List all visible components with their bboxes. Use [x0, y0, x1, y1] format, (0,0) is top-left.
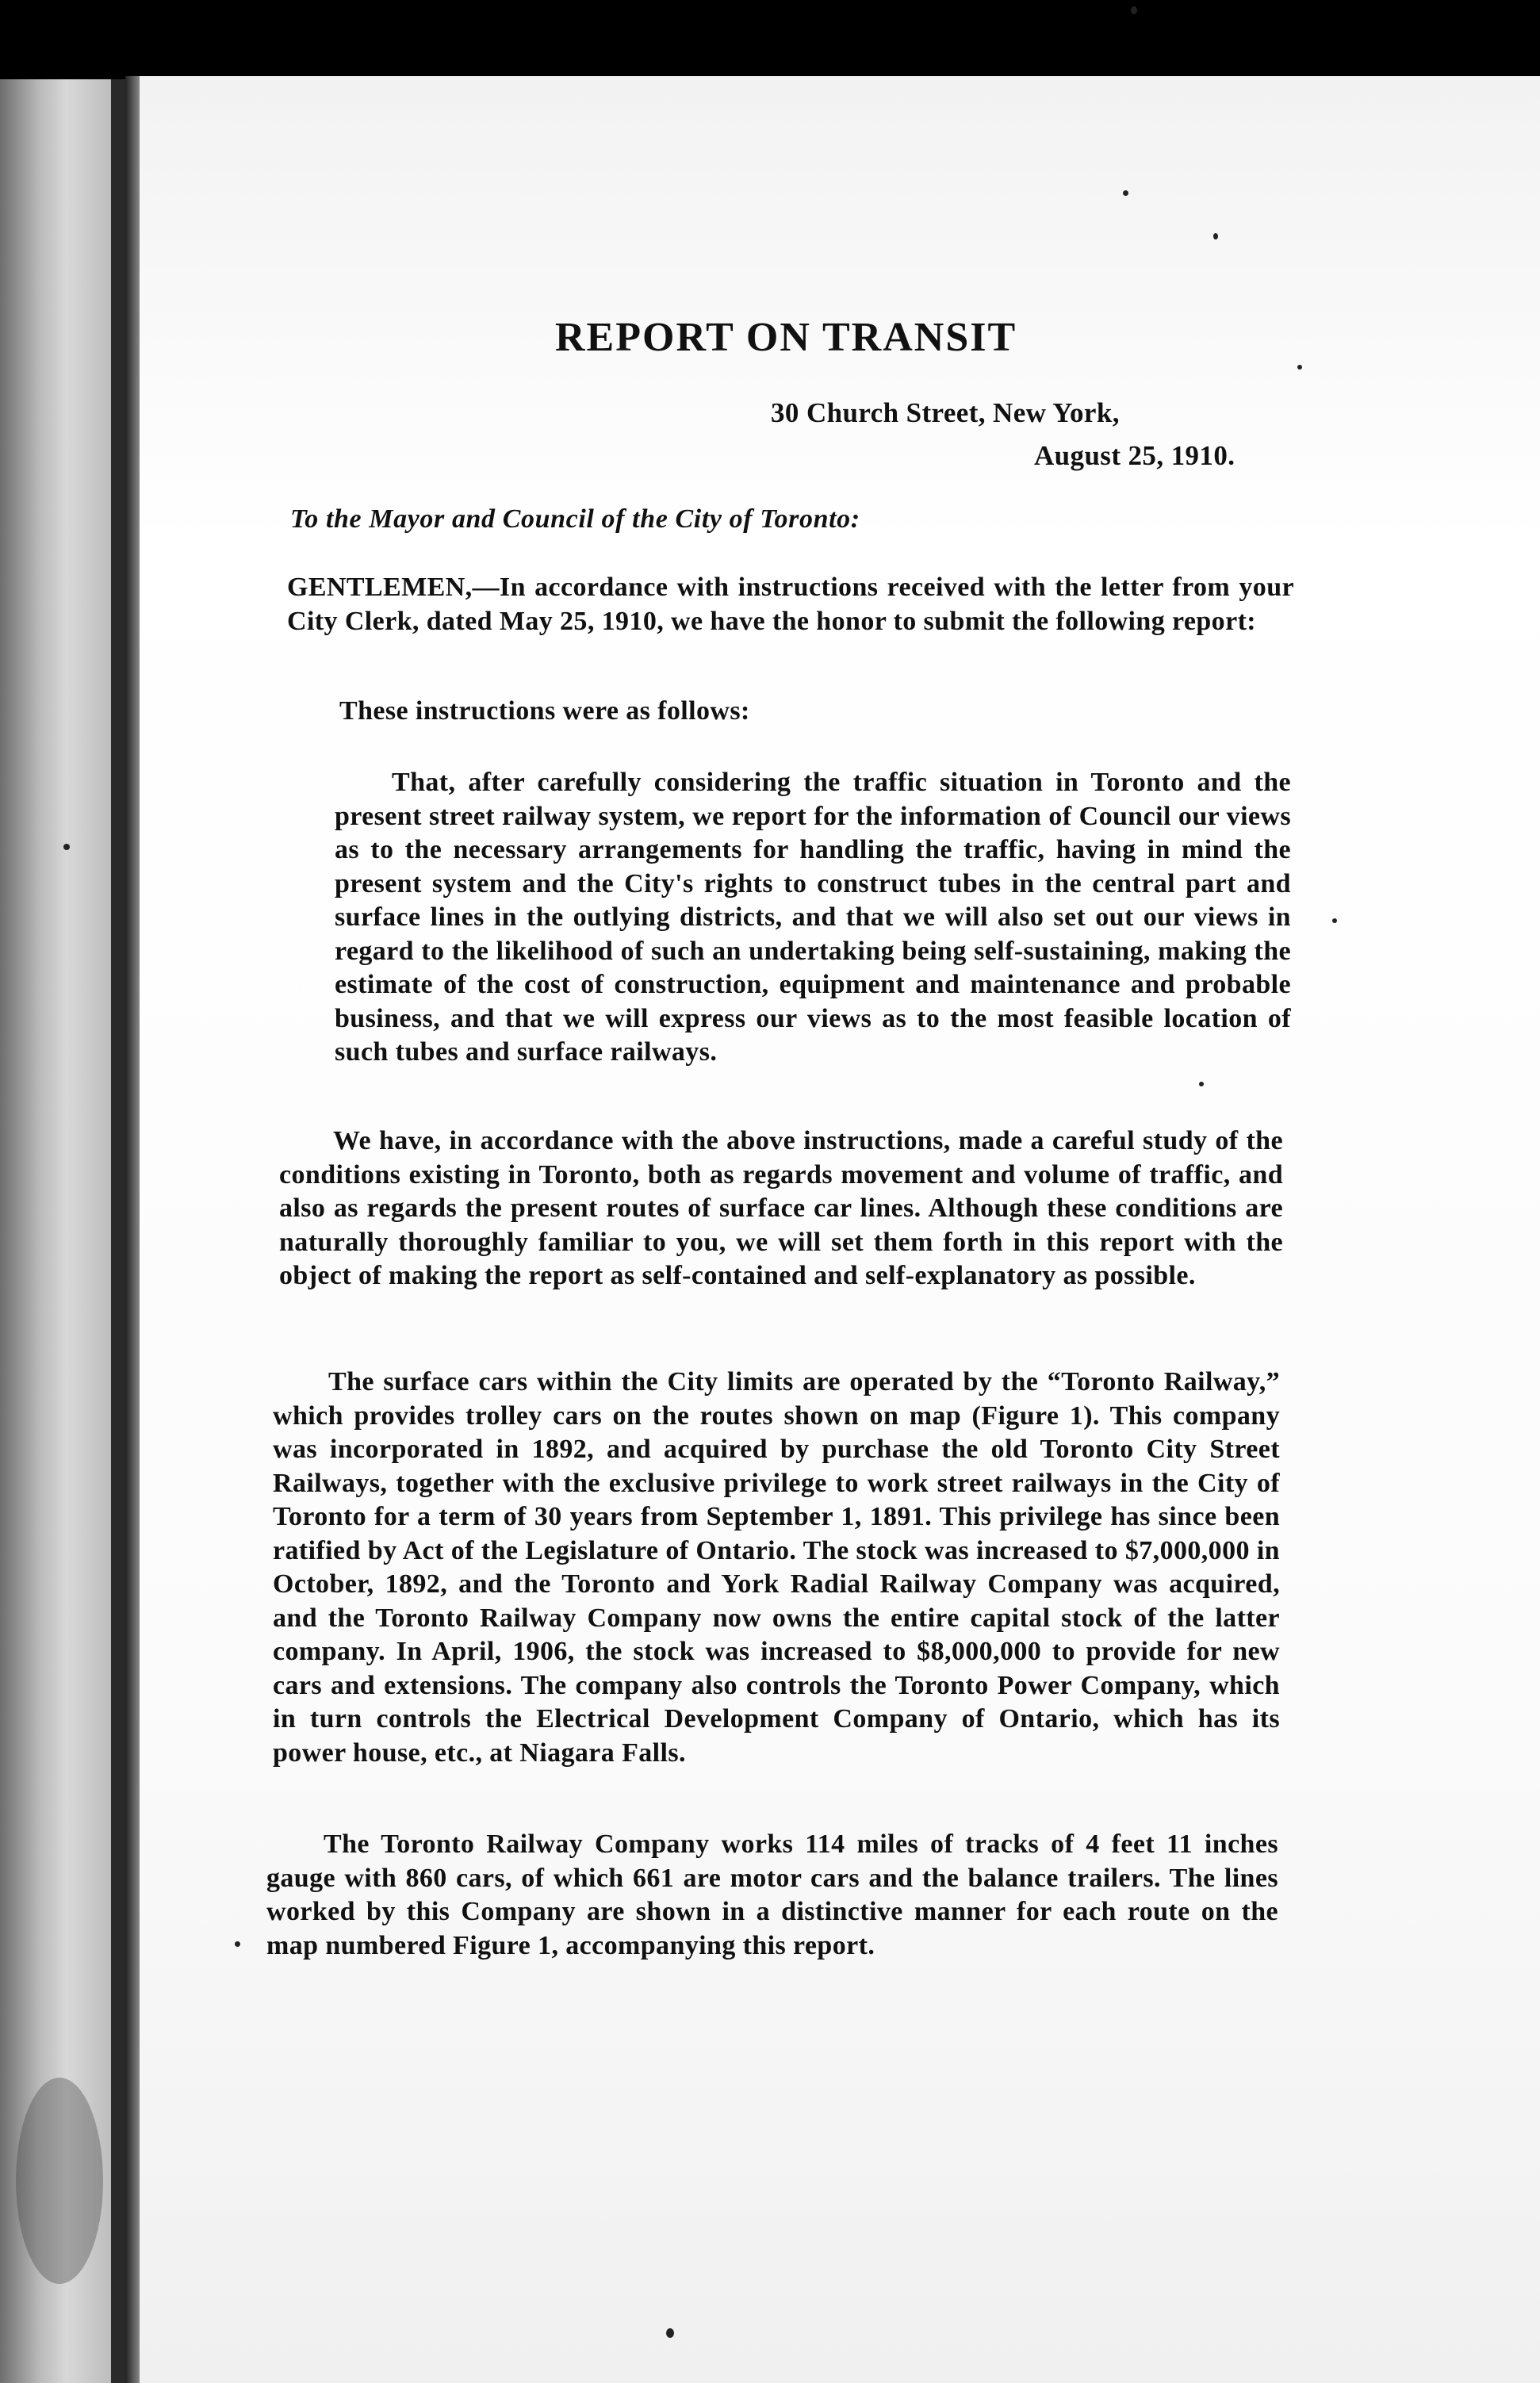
address-line: 30 Church Street, New York,	[771, 397, 1120, 428]
film-speck	[1332, 918, 1337, 923]
film-margin-edge	[111, 79, 125, 2383]
paragraph-study: We have, in accordance with the above instructions, made a careful study of the conditions existing in Toronto, both as regards movement and volume of traffic, and also as regards the present routes of surface car lines. Although these conditions are naturally thoroughly familiar to you, we will set them forth in this report with the object of making the report as self-contained and self-explanatory as possible.	[279, 1126, 1283, 1290]
film-speck	[1199, 1082, 1204, 1086]
paragraph-toronto-railway: The surface cars within the City limits are operated by the “Toronto Railway,” which provides trolley cars on the routes shown on map (Figure 1). This company was incorporated in 1892, and acquired by purchase the old Toronto City Street Railways, together with the exclusive privilege to work street railways in the City of Toronto for a term of 30 years from September 1, 1891. This privilege has since been ratified by Act of the Legislature of Ontario. The stock was increased to $7,000,000 in October, 1892, and the Toronto and York Radial Railway Company was acquired, and the Toronto Railway Company now owns the entire capital stock of the latter company. In April, 1906, the stock was increased to $8,000,000 to provide for new cars and extensions. The company also controls the Toronto Power Company, which in turn controls the Electrical Development Company of Ontario, which has its power house, etc., at Niagara Falls.	[273, 1367, 1280, 1768]
page-edge-shadow	[125, 76, 140, 2383]
film-speck	[63, 844, 70, 850]
paragraph-tracks-cars: The Toronto Railway Company works 114 miles of tracks of 4 feet 11 inches gauge with 860 cars, of which 661 are motor cars and the balance trailers. The lines worked by this Company are shown in a distinctive manner for each route on the map numbered Figure 1, accompanying this report.	[266, 1829, 1278, 1960]
film-margin	[0, 79, 111, 2383]
film-speck	[235, 1941, 240, 1947]
film-speck	[666, 2328, 674, 2338]
paragraph-instructions-intro: These instructions were as follows:	[339, 696, 750, 726]
document-title: REPORT ON TRANSIT	[555, 315, 1017, 360]
film-speck	[1131, 6, 1137, 14]
film-speck	[1213, 233, 1218, 239]
film-speck	[1297, 365, 1302, 370]
paragraph-instructions-quote: That, after carefully considering the traffic situation in Toronto and the present street railway system, we report for the information of Council our views as to the necessary arrangements for handling the traffic, having in mind the present system and the City's rights to construct tubes in the central part and surface lines in the outlying districts, and that we will also set out our views in regard to the likelihood of such an undertaking being self-sustaining, making the estimate of the cost of construction, equipment and maintenance and probable business, and that we will express our views as to the most feasible location of such tubes and surface railways.	[335, 768, 1291, 1067]
paragraph-gentlemen: GENTLEMEN,—In accordance with instructions received with the letter from your City Clerk, dated May 25, 1910, we have the honor to submit the following report:	[287, 573, 1294, 636]
date-line: August 25, 1910.	[1034, 440, 1235, 471]
film-speck	[1123, 190, 1128, 196]
film-smudge	[16, 2078, 103, 2284]
salutation: To the Mayor and Council of the City of Toronto:	[290, 504, 860, 534]
